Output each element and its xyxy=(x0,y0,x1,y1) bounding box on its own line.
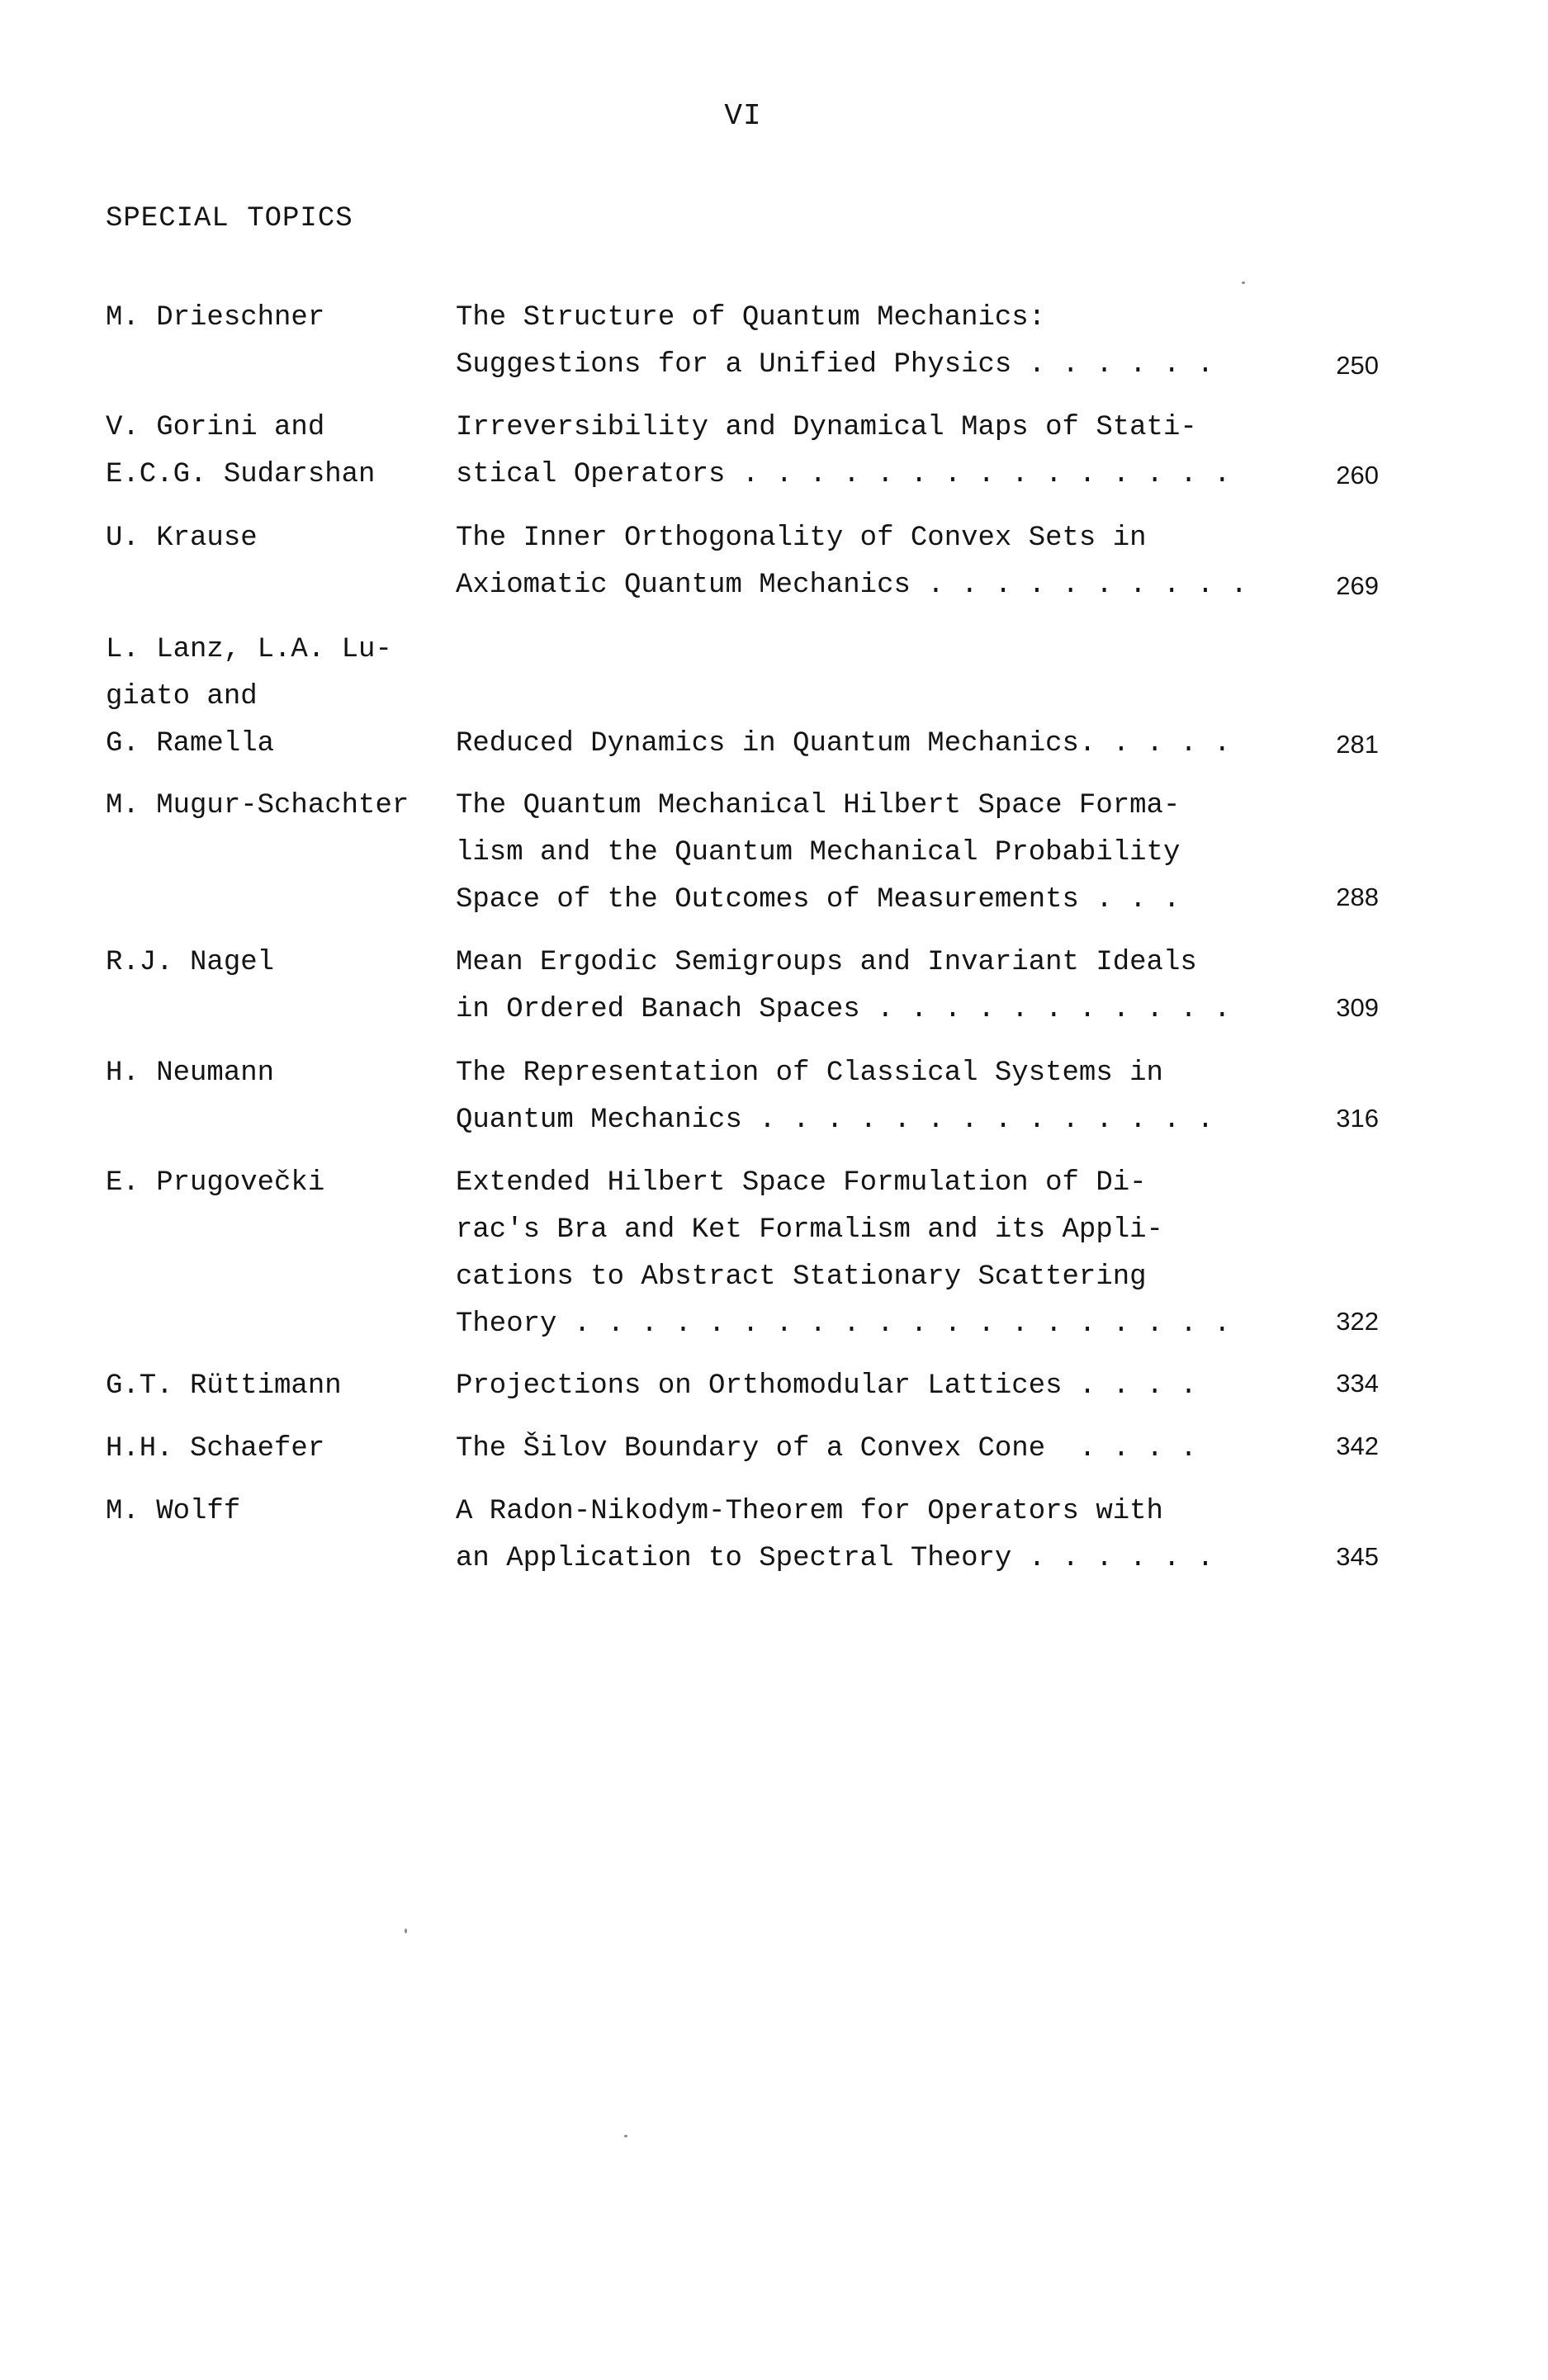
entry-title-line: Suggestions for a Unified Physics . . . . . . xyxy=(456,349,1214,381)
entry-author: U. Krause xyxy=(106,523,258,554)
entry-title-line: cations to Abstract Stationary Scattering xyxy=(456,1261,1147,1293)
entry-title-line: Irreversibility and Dynamical Maps of Stati- xyxy=(456,412,1197,443)
entry-author: G.T. Rüttimann xyxy=(106,1370,342,1402)
entry-title-line: The Representation of Classical Systems in xyxy=(456,1058,1163,1089)
entry-author: G. Ramella xyxy=(106,728,275,759)
entry-author: R.J. Nagel xyxy=(106,947,275,978)
entry-title-line: The Structure of Quantum Mechanics: xyxy=(456,302,1046,334)
page-number: VI xyxy=(724,99,762,133)
entry-title-line: in Ordered Banach Spaces . . . . . . . . . . . xyxy=(456,994,1231,1025)
entry-title-line: stical Operators . . . . . . . . . . . . . . . xyxy=(456,459,1231,490)
entry-title-line: an Application to Spectral Theory . . . . . . xyxy=(456,1543,1214,1574)
entry-page-number: 345 xyxy=(1336,1542,1379,1571)
entry-page-number: 269 xyxy=(1336,571,1379,600)
entry-author: giato and xyxy=(106,681,258,712)
scan-speck xyxy=(1242,282,1245,284)
entry-title-line: Axiomatic Quantum Mechanics . . . . . . . . . . xyxy=(456,570,1247,601)
entry-page-number: 334 xyxy=(1336,1369,1379,1398)
entry-author: M. Drieschner xyxy=(106,302,325,334)
entry-title-line: The Inner Orthogonality of Convex Sets in xyxy=(456,523,1147,554)
entry-page-number: 288 xyxy=(1336,882,1379,911)
entry-page-number: 342 xyxy=(1336,1431,1379,1460)
entry-author: E. Prugovečki xyxy=(106,1167,325,1199)
entry-page-number: 260 xyxy=(1336,461,1379,490)
entry-title-line: rac's Bra and Ket Formalism and its Appli- xyxy=(456,1214,1163,1246)
entry-page-number: 316 xyxy=(1336,1104,1379,1133)
entry-title-line: A Radon-Nikodym-Theorem for Operators with xyxy=(456,1496,1163,1527)
entry-title-line: Extended Hilbert Space Formulation of Di- xyxy=(456,1167,1147,1199)
entry-title-line: Space of the Outcomes of Measurements . . . xyxy=(456,884,1181,916)
entry-title-line: Quantum Mechanics . . . . . . . . . . . . . . xyxy=(456,1105,1214,1136)
entry-title-line: Projections on Orthomodular Lattices . . . . xyxy=(456,1370,1197,1402)
scan-speck xyxy=(405,1928,407,1933)
entry-page-number: 281 xyxy=(1336,730,1379,759)
entry-title-line: lism and the Quantum Mechanical Probability xyxy=(456,837,1181,868)
entry-title-line: Mean Ergodic Semigroups and Invariant Ideals xyxy=(456,947,1197,978)
entry-title-line: The Quantum Mechanical Hilbert Space Forma- xyxy=(456,790,1181,821)
entry-author: E.C.G. Sudarshan xyxy=(106,459,376,490)
entry-author: H.H. Schaefer xyxy=(106,1433,325,1464)
entry-title-line: Theory . . . . . . . . . . . . . . . . . . . . xyxy=(456,1308,1231,1340)
entry-author: H. Neumann xyxy=(106,1058,275,1089)
section-heading: SPECIAL TOPICS xyxy=(106,203,353,234)
entry-author: L. Lanz, L.A. Lu- xyxy=(106,634,392,665)
entry-page-number: 309 xyxy=(1336,993,1379,1022)
entry-title-line: Reduced Dynamics in Quantum Mechanics. . . . . xyxy=(456,728,1231,759)
entry-page-number: 250 xyxy=(1336,351,1379,380)
entry-author: M. Mugur-Schachter xyxy=(106,790,409,821)
entry-author: M. Wolff xyxy=(106,1496,241,1527)
entry-page-number: 322 xyxy=(1336,1307,1379,1336)
scan-speck xyxy=(624,2135,627,2137)
entry-author: V. Gorini and xyxy=(106,412,325,443)
entry-title-line: The Šilov Boundary of a Convex Cone . . . . xyxy=(456,1433,1197,1464)
